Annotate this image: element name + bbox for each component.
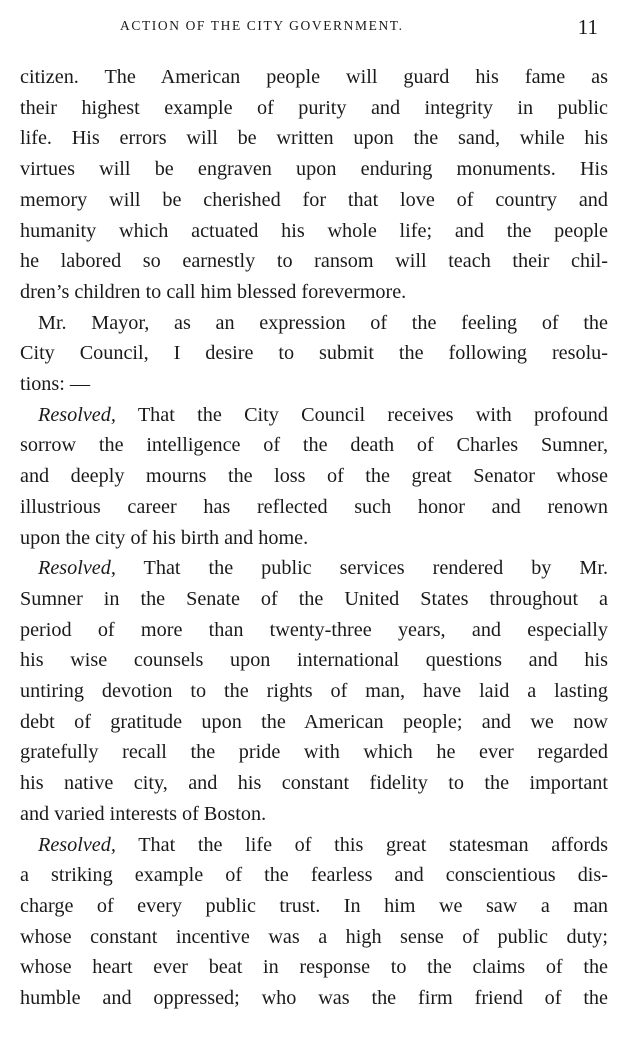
resolved-lead: Resolved, xyxy=(38,833,116,856)
text-line: his wise counsels upon international questions and his xyxy=(20,649,608,672)
text-line xyxy=(20,400,608,431)
page-number: 11 xyxy=(577,15,598,39)
text-line: illustrious career has reflected such honor and renown xyxy=(20,495,608,518)
resolution-paragraph xyxy=(20,830,608,1014)
text-line: citizen. The American people will guard his fame as xyxy=(20,66,608,88)
text-line: period of more than twenty-three years, and especially xyxy=(20,618,608,641)
text-line: whose heart ever beat in response to the claims of the xyxy=(20,956,608,979)
text-line: humanity which actuated his whole life; and the people xyxy=(20,219,608,242)
text-line: his native city, and his constant fidelity to the important xyxy=(20,772,608,795)
text-line: humble and oppressed; who was the firm friend of the xyxy=(20,987,608,1010)
text-line: life. His errors will be written upon the sand, while his xyxy=(20,127,608,150)
text-fragment: That the public services rendered by Mr. xyxy=(115,557,608,580)
resolution-paragraph xyxy=(20,553,608,829)
text-line: he labored so earnestly to ransom will teach their chil- xyxy=(20,250,608,273)
text-line: sorrow the intelligence of the death of Charles Sumner, xyxy=(20,434,608,457)
text-line: untiring devotion to the rights of man, have laid a lasting xyxy=(20,680,608,703)
text-line: whose constant incentive was a high sense of public duty; xyxy=(20,925,608,948)
text-line: debt of gratitude upon the American people; and we now xyxy=(20,710,608,733)
paragraph xyxy=(20,62,608,308)
text-line: and varied interests of Boston. xyxy=(20,802,267,825)
resolved-lead: Resolved, xyxy=(38,403,116,426)
text-line: dren’s children to call him blessed forevermore. xyxy=(20,280,407,303)
text-line: their highest example of purity and integrity in public xyxy=(20,96,608,119)
text-line: gratefully recall the pride with which he ever regarded xyxy=(20,741,608,764)
text-line: tions: — xyxy=(20,373,91,396)
text-line: Sumner in the Senate of the United States throughout a xyxy=(20,587,608,610)
text-line: virtues will be engraven upon enduring monuments. His xyxy=(20,158,608,181)
text-line: City Council, I desire to submit the following resolu- xyxy=(20,342,608,365)
resolved-lead: Resolved, xyxy=(38,557,116,580)
text-line: upon the city of his birth and home. xyxy=(20,526,309,549)
paragraph xyxy=(20,308,608,400)
text-line: memory will be cherished for that love of country and xyxy=(20,188,608,211)
text-fragment: That the life of this great statesman affords xyxy=(115,833,608,856)
text-line xyxy=(20,553,608,584)
body-text xyxy=(20,62,608,1014)
running-title: ACTION OF THE CITY GOVERNMENT. xyxy=(120,18,404,33)
text-fragment: That the City Council receives with profound xyxy=(115,403,608,426)
text-line: charge of every public trust. In him we saw a man xyxy=(20,894,608,917)
text-line: and deeply mourns the loss of the great Senator whose xyxy=(20,465,608,488)
text-line xyxy=(20,830,608,861)
text-line: a striking example of the fearless and conscientious dis- xyxy=(20,864,608,887)
running-head xyxy=(0,14,620,40)
text-line: Mr. Mayor, as an expression of the feeling of the xyxy=(38,311,608,334)
resolution-paragraph xyxy=(20,400,608,554)
